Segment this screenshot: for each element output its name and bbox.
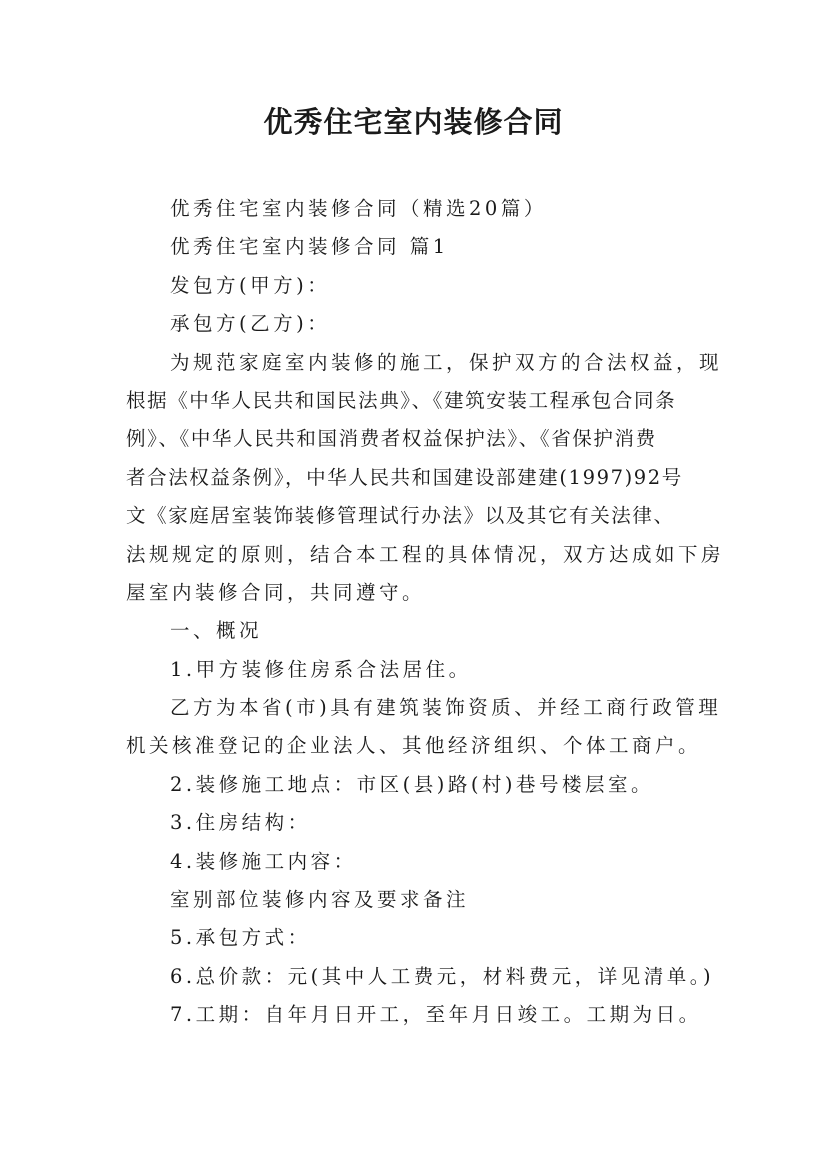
paragraph-line: 机关核准登记的企业法人、其他经济组织、个体工商户。 [126,734,702,758]
clause-line: 3.住房结构： [170,811,311,835]
paragraph-line: 例》、《中华人民共和国消费者权益保护法》、《省保护消费 [126,427,657,451]
paragraph-line: 屋室内装修合同，共同遵守。 [126,580,426,604]
section-heading: 一、概况 [170,619,263,643]
subtitle-line: 优秀住宅室内装修合同（精选20篇） [170,197,547,220]
paragraph-line: 为规范家庭室内装修的施工，保护双方的合法权益，现 [170,350,723,374]
section-heading: 优秀住宅室内装修合同 篇1 [170,235,449,259]
clause-line: 5.承包方式： [170,926,311,950]
clause-line: 1.甲方装修住房系合法居住。 [170,657,472,681]
paragraph-line: 根据《中华人民共和国民法典》、《建筑安装工程承包合同条 [126,388,677,412]
document-body [126,190,725,1035]
paragraph-line: 法规规定的原则，结合本工程的具体情况，双方达成如下房 [126,542,725,566]
clause-line: 室别部位装修内容及要求备注 [170,888,470,912]
document-title: 优秀住宅室内装修合同 [263,105,564,139]
paragraph-line: 者合法权益条例》，中华人民共和国建设部建建(1997)92号 [126,465,683,489]
party-a-line: 发包方(甲方)： [170,273,331,297]
clause-line: 6.总价款：元(其中人工费元，材料费元，详见清单。) [170,964,715,988]
paragraph-line: 文《家庭居室装饰装修管理试行办法》以及其它有关法律、 [126,504,675,528]
clause-line: 7.工期：自年月日开工，至年月日竣工。工期为日。 [170,1003,702,1027]
clause-line: 4.装修施工内容： [170,849,357,873]
paragraph-line: 乙方为本省(市)具有建筑装饰资质、并经工商行政管理 [170,696,722,720]
party-b-line: 承包方(乙方)： [170,312,331,336]
clause-line: 2.装修施工地点：市区(县)路(村)巷号楼层室。 [170,772,655,796]
